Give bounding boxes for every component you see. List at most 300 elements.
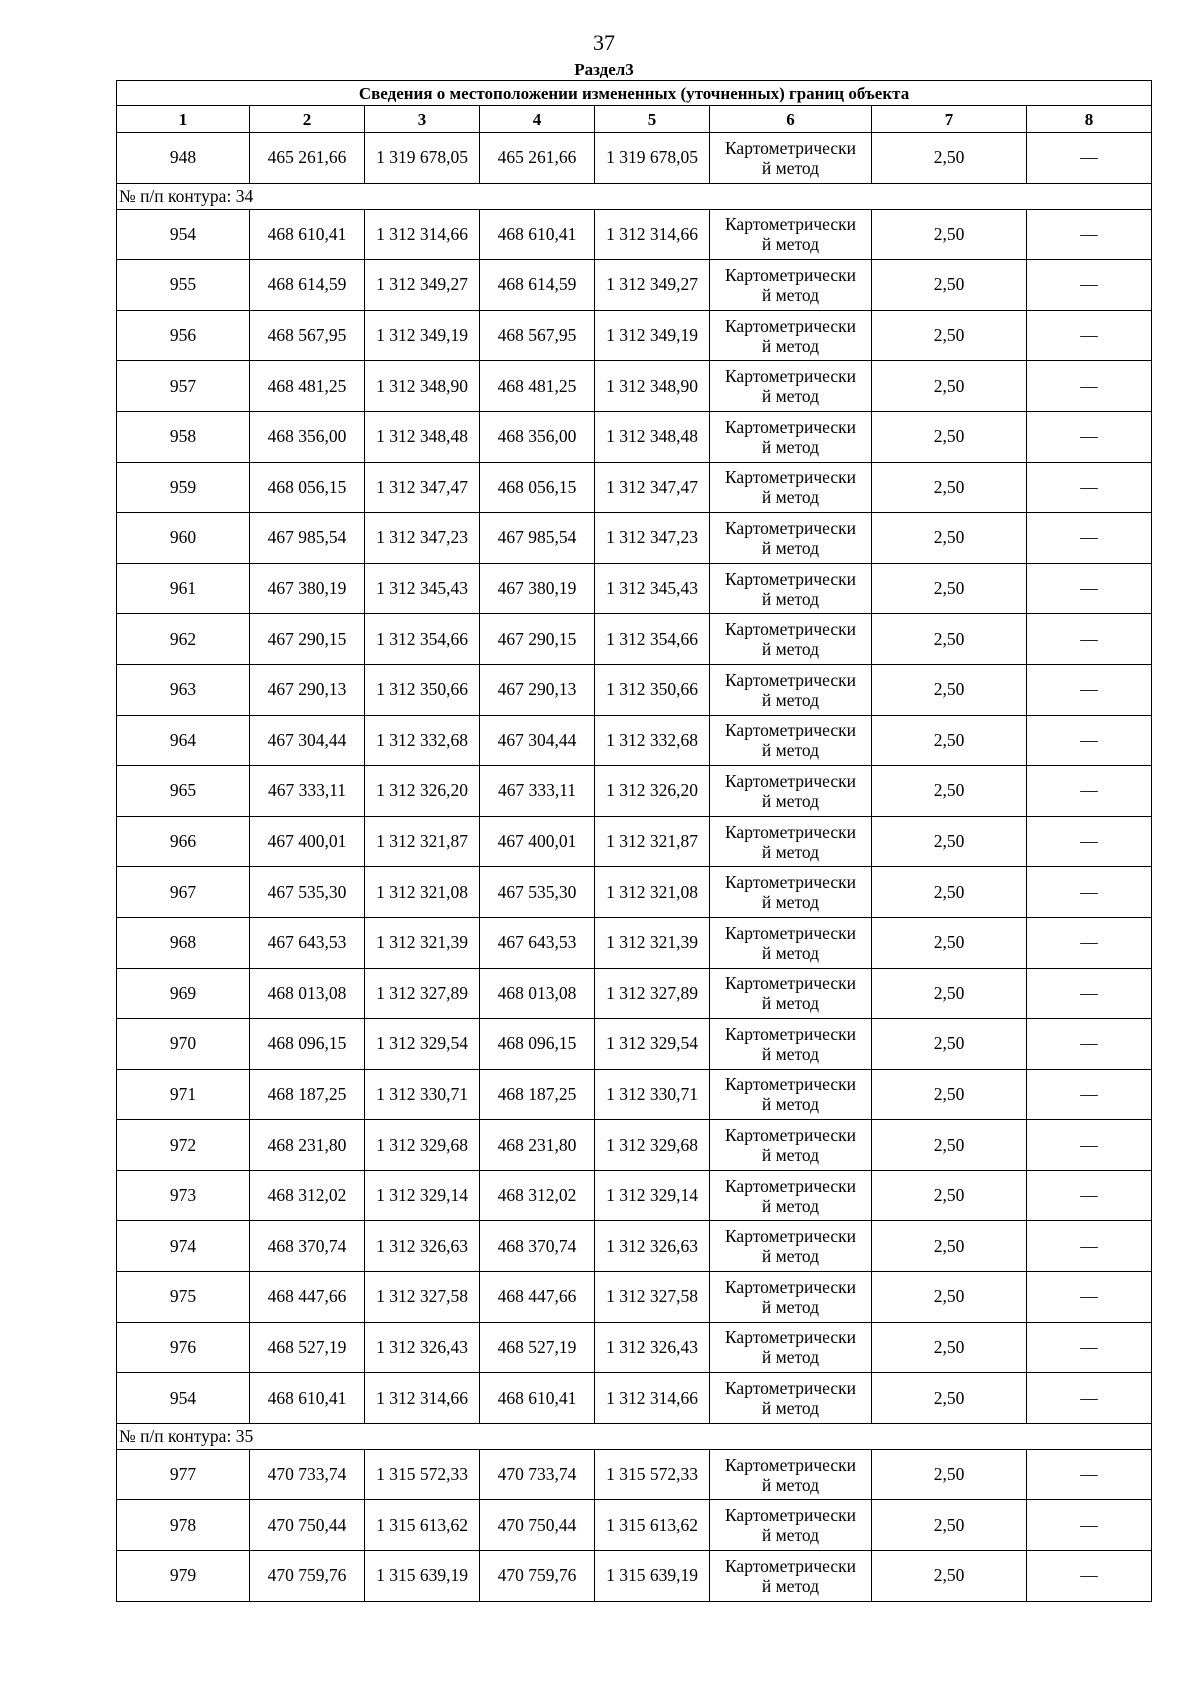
table-cell: 470 733,74 (250, 1449, 365, 1500)
method-line-1: Картометрически (724, 922, 857, 943)
table-cell: 1 315 639,19 (595, 1551, 710, 1602)
table-cell: 468 187,25 (250, 1069, 365, 1120)
table-cell: 976 (117, 1322, 250, 1373)
table-cell: 977 (117, 1449, 250, 1500)
table-cell: 2,50 (872, 917, 1027, 968)
table-cell: 468 231,80 (480, 1120, 595, 1171)
contour-row (117, 1423, 1152, 1449)
method-line-2: й метод (761, 1474, 820, 1495)
table-cell: 1 312 321,08 (595, 867, 710, 918)
table-cell: — (1027, 1170, 1152, 1221)
method-line-1: Картометрически (724, 1125, 857, 1146)
table-cell: — (1027, 411, 1152, 462)
table-cell: 468 056,15 (480, 462, 595, 513)
method-cell (710, 917, 872, 968)
table-cell: 1 312 327,89 (365, 968, 480, 1019)
coordinates-table (116, 80, 1152, 1602)
table-cell: 963 (117, 664, 250, 715)
table-cell: 1 312 350,66 (365, 664, 480, 715)
table-cell: 2,50 (872, 1322, 1027, 1373)
table-cell: 468 231,80 (250, 1120, 365, 1171)
table-cell: 978 (117, 1500, 250, 1551)
table-cell: — (1027, 816, 1152, 867)
table-cell: 468 610,41 (250, 209, 365, 260)
method-line-2: й метод (761, 841, 820, 862)
method-cell (710, 614, 872, 665)
table-cell: 1 312 347,23 (365, 513, 480, 564)
table-cell: 468 481,25 (480, 361, 595, 412)
table-cell: 970 (117, 1019, 250, 1070)
table-cell: 2,50 (872, 411, 1027, 462)
table-cell: — (1027, 1500, 1152, 1551)
table-cell: 467 535,30 (480, 867, 595, 918)
table-cell: 1 312 326,43 (595, 1322, 710, 1373)
table-cell: 1 312 348,90 (365, 361, 480, 412)
table-cell: 1 312 349,19 (595, 310, 710, 361)
table-cell: 467 643,53 (250, 917, 365, 968)
table-cell: 1 312 350,66 (595, 664, 710, 715)
table-cell: 1 319 678,05 (595, 133, 710, 184)
table-cell: 467 400,01 (480, 816, 595, 867)
table-cell: 979 (117, 1551, 250, 1602)
method-cell (710, 1551, 872, 1602)
section-title: Раздел3 (574, 60, 634, 79)
table-row (117, 260, 1152, 311)
table-cell: 467 535,30 (250, 867, 365, 918)
table-cell: 1 312 327,58 (595, 1272, 710, 1323)
table-cell: 468 614,59 (250, 260, 365, 311)
table-cell: 948 (117, 133, 250, 184)
method-line-1: Картометрически (724, 568, 857, 589)
table-cell: 2,50 (872, 766, 1027, 817)
table-cell: 468 013,08 (480, 968, 595, 1019)
method-line-1: Картометрически (724, 366, 857, 387)
table-cell: 966 (117, 816, 250, 867)
table-cell: 971 (117, 1069, 250, 1120)
method-line-2: й метод (761, 157, 820, 178)
table-row (117, 968, 1152, 1019)
column-header: 6 (710, 106, 872, 133)
table-cell: — (1027, 614, 1152, 665)
method-cell (710, 1500, 872, 1551)
table-row (117, 209, 1152, 260)
table-cell: — (1027, 209, 1152, 260)
table-cell: 468 527,19 (250, 1322, 365, 1373)
table-cell: 2,50 (872, 361, 1027, 412)
method-line-2: й метод (761, 436, 820, 457)
table-cell: 968 (117, 917, 250, 968)
table-cell: 1 312 347,47 (365, 462, 480, 513)
table-cell: 2,50 (872, 209, 1027, 260)
table-cell: 1 312 329,14 (365, 1170, 480, 1221)
table-cell: 1 312 329,14 (595, 1170, 710, 1221)
table-cell: 2,50 (872, 867, 1027, 918)
table-cell: 468 096,15 (250, 1019, 365, 1070)
method-line-1: Картометрически (724, 1505, 857, 1526)
column-header: 5 (595, 106, 710, 133)
method-cell (710, 867, 872, 918)
table-cell: 2,50 (872, 664, 1027, 715)
table-row (117, 133, 1152, 184)
method-line-1: Картометрически (724, 1276, 857, 1297)
table-cell: 468 610,41 (480, 209, 595, 260)
table-cell: — (1027, 361, 1152, 412)
table-row (117, 1373, 1152, 1424)
method-line-2: й метод (761, 1525, 820, 1546)
method-cell (710, 1221, 872, 1272)
table-cell: — (1027, 1221, 1152, 1272)
table-cell: 964 (117, 715, 250, 766)
table-cell: 1 312 314,66 (595, 1373, 710, 1424)
method-cell (710, 563, 872, 614)
table-row (117, 664, 1152, 715)
method-line-2: й метод (761, 993, 820, 1014)
method-line-2: й метод (761, 284, 820, 305)
table-row (117, 766, 1152, 817)
table-cell: 1 315 572,33 (365, 1449, 480, 1500)
table-cell: 468 614,59 (480, 260, 595, 311)
table-cell: 467 304,44 (480, 715, 595, 766)
method-cell (710, 766, 872, 817)
table-cell: 961 (117, 563, 250, 614)
table-cell: 974 (117, 1221, 250, 1272)
table-cell: 2,50 (872, 1221, 1027, 1272)
table-cell: 2,50 (872, 563, 1027, 614)
table-cell: 1 312 330,71 (595, 1069, 710, 1120)
table-row (117, 1272, 1152, 1323)
table-cell: 1 312 321,39 (365, 917, 480, 968)
table-cell: 470 759,76 (250, 1551, 365, 1602)
method-cell (710, 1019, 872, 1070)
method-line-1: Картометрически (724, 619, 857, 640)
contour-label: № п/п контура: 35 (117, 1423, 1152, 1449)
table-row (117, 1170, 1152, 1221)
table-cell: 2,50 (872, 1500, 1027, 1551)
table-row (117, 917, 1152, 968)
method-line-2: й метод (761, 1398, 820, 1419)
table-cell: — (1027, 1019, 1152, 1070)
table-cell: 954 (117, 1373, 250, 1424)
table-cell: 468 567,95 (480, 310, 595, 361)
table-cell: 1 312 330,71 (365, 1069, 480, 1120)
table-row (117, 1500, 1152, 1551)
method-line-2: й метод (761, 1094, 820, 1115)
table-cell: — (1027, 867, 1152, 918)
method-line-2: й метод (761, 942, 820, 963)
method-line-1: Картометрически (724, 720, 857, 741)
table-cell: 468 610,41 (250, 1373, 365, 1424)
table-cell: 1 312 314,66 (595, 209, 710, 260)
table-cell: 1 312 349,27 (595, 260, 710, 311)
method-line-1: Картометрически (724, 315, 857, 336)
table-row (117, 310, 1152, 361)
table-cell: 2,50 (872, 1170, 1027, 1221)
table-cell: 468 056,15 (250, 462, 365, 513)
method-cell (710, 133, 872, 184)
table-cell: 468 356,00 (250, 411, 365, 462)
table-row (117, 1120, 1152, 1171)
table-cell: 958 (117, 411, 250, 462)
contour-label: № п/п контура: 34 (117, 183, 1152, 209)
method-cell (710, 310, 872, 361)
table-cell: 965 (117, 766, 250, 817)
table-cell: 1 312 314,66 (365, 1373, 480, 1424)
table-cell: 1 312 321,39 (595, 917, 710, 968)
table-row (117, 1551, 1152, 1602)
column-header: 7 (872, 106, 1027, 133)
table-cell: 468 447,66 (250, 1272, 365, 1323)
method-line-2: й метод (761, 335, 820, 356)
table-row (117, 411, 1152, 462)
table-cell: 468 481,25 (250, 361, 365, 412)
table-cell: 1 312 348,48 (365, 411, 480, 462)
method-cell (710, 361, 872, 412)
table-cell: — (1027, 664, 1152, 715)
table-cell: 962 (117, 614, 250, 665)
table-cell: 967 (117, 867, 250, 918)
table-cell: 975 (117, 1272, 250, 1323)
table-cell: 1 312 329,68 (595, 1120, 710, 1171)
table-cell: 1 315 613,62 (595, 1500, 710, 1551)
table-cell: 1 312 329,68 (365, 1120, 480, 1171)
method-line-1: Картометрически (724, 770, 857, 791)
table-cell: 2,50 (872, 513, 1027, 564)
table-cell: 960 (117, 513, 250, 564)
method-cell (710, 1322, 872, 1373)
table-row (117, 1322, 1152, 1373)
table-cell: 2,50 (872, 1551, 1027, 1602)
method-line-2: й метод (761, 487, 820, 508)
table-cell: 954 (117, 209, 250, 260)
table-cell: 955 (117, 260, 250, 311)
method-cell (710, 209, 872, 260)
method-line-1: Картометрически (724, 669, 857, 690)
table-cell: 1 312 329,54 (595, 1019, 710, 1070)
table-row (117, 715, 1152, 766)
table-cell: — (1027, 513, 1152, 564)
column-header: 8 (1027, 106, 1152, 133)
table-row (117, 513, 1152, 564)
method-cell (710, 968, 872, 1019)
table-cell: 2,50 (872, 1272, 1027, 1323)
table-cell: 2,50 (872, 310, 1027, 361)
table-cell: 1 312 327,89 (595, 968, 710, 1019)
method-line-1: Картометрически (724, 467, 857, 488)
table-cell: 1 315 572,33 (595, 1449, 710, 1500)
table-cell: 1 312 348,48 (595, 411, 710, 462)
table-row (117, 1221, 1152, 1272)
table-cell: — (1027, 260, 1152, 311)
method-line-1: Картометрически (724, 264, 857, 285)
method-line-1: Картометрически (724, 1023, 857, 1044)
method-cell (710, 715, 872, 766)
table-cell: 2,50 (872, 462, 1027, 513)
table-body (117, 133, 1152, 1602)
method-line-2: й метод (761, 1195, 820, 1216)
table-cell: 1 312 326,63 (595, 1221, 710, 1272)
method-cell (710, 1449, 872, 1500)
table-cell: — (1027, 1120, 1152, 1171)
method-cell (710, 462, 872, 513)
method-line-1: Картометрически (724, 137, 857, 158)
method-line-2: й метод (761, 588, 820, 609)
table-cell: — (1027, 1272, 1152, 1323)
table-row (117, 1449, 1152, 1500)
table-cell: 468 370,74 (250, 1221, 365, 1272)
table-cell: 1 312 326,20 (595, 766, 710, 817)
table-cell: 467 290,15 (250, 614, 365, 665)
table-cell: 468 356,00 (480, 411, 595, 462)
table-cell: 1 312 349,27 (365, 260, 480, 311)
method-line-1: Картометрически (724, 1226, 857, 1247)
table-cell: — (1027, 310, 1152, 361)
method-line-2: й метод (761, 537, 820, 558)
table-cell: 1 312 327,58 (365, 1272, 480, 1323)
method-line-2: й метод (761, 1246, 820, 1267)
table-cell: 2,50 (872, 1373, 1027, 1424)
table-cell: 1 312 347,23 (595, 513, 710, 564)
method-line-2: й метод (761, 1575, 820, 1596)
table-cell: 467 985,54 (250, 513, 365, 564)
table-cell: — (1027, 1373, 1152, 1424)
table-cell: 467 290,13 (480, 664, 595, 715)
table-cell: 468 013,08 (250, 968, 365, 1019)
method-line-1: Картометрически (724, 214, 857, 235)
table-cell: 1 315 613,62 (365, 1500, 480, 1551)
method-cell (710, 1272, 872, 1323)
table-cell: — (1027, 968, 1152, 1019)
method-cell (710, 1373, 872, 1424)
table-cell: 465 261,66 (480, 133, 595, 184)
table-cell: 2,50 (872, 1019, 1027, 1070)
table-row (117, 816, 1152, 867)
method-line-1: Картометрически (724, 1378, 857, 1399)
table-cell: 2,50 (872, 133, 1027, 184)
table-cell: 470 750,44 (480, 1500, 595, 1551)
method-line-2: й метод (761, 740, 820, 761)
table-cell: 468 187,25 (480, 1069, 595, 1120)
page-number: 37 (593, 30, 615, 55)
method-cell (710, 513, 872, 564)
method-line-2: й метод (761, 234, 820, 255)
table-cell: 973 (117, 1170, 250, 1221)
table-cell: 468 096,15 (480, 1019, 595, 1070)
method-line-2: й метод (761, 689, 820, 710)
table-cell: 468 527,19 (480, 1322, 595, 1373)
table-cell: 1 312 354,66 (595, 614, 710, 665)
table-cell: 2,50 (872, 715, 1027, 766)
table-cell: 1 315 639,19 (365, 1551, 480, 1602)
method-line-2: й метод (761, 892, 820, 913)
method-line-1: Картометрически (724, 517, 857, 538)
table-cell: 470 759,76 (480, 1551, 595, 1602)
table-row (117, 361, 1152, 412)
method-cell (710, 816, 872, 867)
table-cell: 972 (117, 1120, 250, 1171)
method-line-2: й метод (761, 639, 820, 660)
table-cell: 468 312,02 (250, 1170, 365, 1221)
method-line-1: Картометрически (724, 1454, 857, 1475)
method-line-1: Картометрически (724, 872, 857, 893)
method-cell (710, 664, 872, 715)
table-cell: — (1027, 715, 1152, 766)
table-cell: 468 370,74 (480, 1221, 595, 1272)
method-line-2: й метод (761, 790, 820, 811)
table-row (117, 1069, 1152, 1120)
table-cell: 1 312 326,63 (365, 1221, 480, 1272)
method-line-1: Картометрически (724, 1555, 857, 1576)
table-row (117, 462, 1152, 513)
method-cell (710, 1120, 872, 1171)
table-cell: 1 312 332,68 (595, 715, 710, 766)
table-cell: 1 312 326,20 (365, 766, 480, 817)
table-cell: — (1027, 1322, 1152, 1373)
method-line-1: Картометрически (724, 821, 857, 842)
table-cell: 467 380,19 (250, 563, 365, 614)
table-cell: 470 733,74 (480, 1449, 595, 1500)
table-cell: 467 380,19 (480, 563, 595, 614)
table-cell: 467 290,13 (250, 664, 365, 715)
table-cell: 467 985,54 (480, 513, 595, 564)
table-cell: 1 312 332,68 (365, 715, 480, 766)
table-cell: 956 (117, 310, 250, 361)
table-cell: 2,50 (872, 1120, 1027, 1171)
table-cell: 1 312 314,66 (365, 209, 480, 260)
table-cell: 2,50 (872, 1069, 1027, 1120)
method-line-2: й метод (761, 1347, 820, 1368)
table-cell: 959 (117, 462, 250, 513)
column-header-row (117, 106, 1152, 133)
method-line-1: Картометрически (724, 973, 857, 994)
table-row (117, 867, 1152, 918)
table-cell: 470 750,44 (250, 1500, 365, 1551)
table-cell: 957 (117, 361, 250, 412)
table-cell: 1 312 321,87 (365, 816, 480, 867)
table-cell: 467 643,53 (480, 917, 595, 968)
table-row (117, 563, 1152, 614)
table-cell: 465 261,66 (250, 133, 365, 184)
method-line-1: Картометрически (724, 1175, 857, 1196)
table-title: Сведения о местоположении измененных (уточненных) границ объекта (117, 81, 1152, 106)
method-line-1: Картометрически (724, 1074, 857, 1095)
method-line-1: Картометрически (724, 1327, 857, 1348)
table-cell: — (1027, 462, 1152, 513)
table-cell: — (1027, 917, 1152, 968)
table-cell: 467 400,01 (250, 816, 365, 867)
table-cell: 1 312 349,19 (365, 310, 480, 361)
column-header: 2 (250, 106, 365, 133)
table-cell: 969 (117, 968, 250, 1019)
table-row (117, 1019, 1152, 1070)
table-cell: 2,50 (872, 968, 1027, 1019)
table-cell: 1 312 354,66 (365, 614, 480, 665)
method-line-2: й метод (761, 1145, 820, 1166)
table-cell: 467 304,44 (250, 715, 365, 766)
method-cell (710, 260, 872, 311)
table-cell: 468 447,66 (480, 1272, 595, 1323)
table-cell: 1 312 348,90 (595, 361, 710, 412)
column-header: 4 (480, 106, 595, 133)
method-cell (710, 411, 872, 462)
table-cell: 2,50 (872, 816, 1027, 867)
table-cell: 1 312 321,87 (595, 816, 710, 867)
table-cell: 468 312,02 (480, 1170, 595, 1221)
method-line-2: й метод (761, 1043, 820, 1064)
table-cell: 1 312 329,54 (365, 1019, 480, 1070)
table-cell: 1 312 345,43 (595, 563, 710, 614)
table-cell: — (1027, 563, 1152, 614)
method-line-1: Картометрически (724, 416, 857, 437)
